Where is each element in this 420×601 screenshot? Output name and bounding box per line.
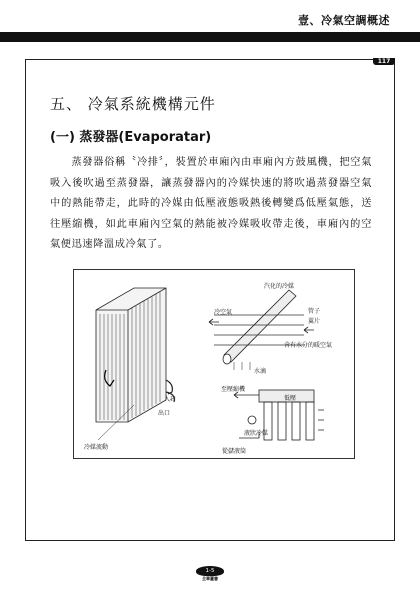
section-title: 五、 冷氣系統機構元件 xyxy=(50,95,216,113)
tube-label: 管子 xyxy=(308,308,321,315)
outlet-label: 出口 xyxy=(158,410,171,417)
liquid-refrigerant-label: 液狀冷媒 xyxy=(244,430,269,437)
publisher-mark: 全華圖書 xyxy=(202,576,218,581)
water-drop-label: 水滴 xyxy=(254,368,267,375)
body-paragraph: 蒸發器俗稱〝冷排〞，裝置於車廂內由車廂內方鼓風機，把空氣吸入後吹過至蒸發器，讓蒸發器內的冷媒快速的將吹過蒸發器空氣中的熱能帶走，此時的冷媒由低壓液態吸熱後轉變爲低壓氣態，送往壓縮機，如此車廂內空氣的熱能被冷媒吸收帶走後，車廂內的空氣便迅速降溫成冷氣了。 xyxy=(50,157,372,250)
inlet-label: 入口 xyxy=(164,396,177,403)
header-bar xyxy=(0,32,420,42)
page-number: 1-5 xyxy=(196,566,224,576)
humid-warm-air-label: 含有水分的暖空氣 xyxy=(284,342,333,349)
evaporator-core-illustration xyxy=(74,270,356,460)
from-receiver-label: 從儲液筒 xyxy=(222,448,247,455)
vaporized-refrigerant-label: 汽化的冷媒 xyxy=(264,283,295,290)
fin-label: 翼片 xyxy=(308,318,321,325)
low-pressure-gas-label: 低壓 xyxy=(284,395,297,402)
chapter-header-title: 壹、冷氣空調概述 xyxy=(298,14,390,27)
page-tab: 117 xyxy=(373,58,395,65)
subsection-title: (一) 蒸發器(Evaporatar) xyxy=(50,130,212,145)
cold-air-label: 冷空氣 xyxy=(214,309,233,316)
evaporator-figure xyxy=(73,269,355,459)
to-compressor-label: 至壓縮機 xyxy=(221,386,246,393)
refrigerant-flow-label: 冷媒流動 xyxy=(84,444,109,451)
